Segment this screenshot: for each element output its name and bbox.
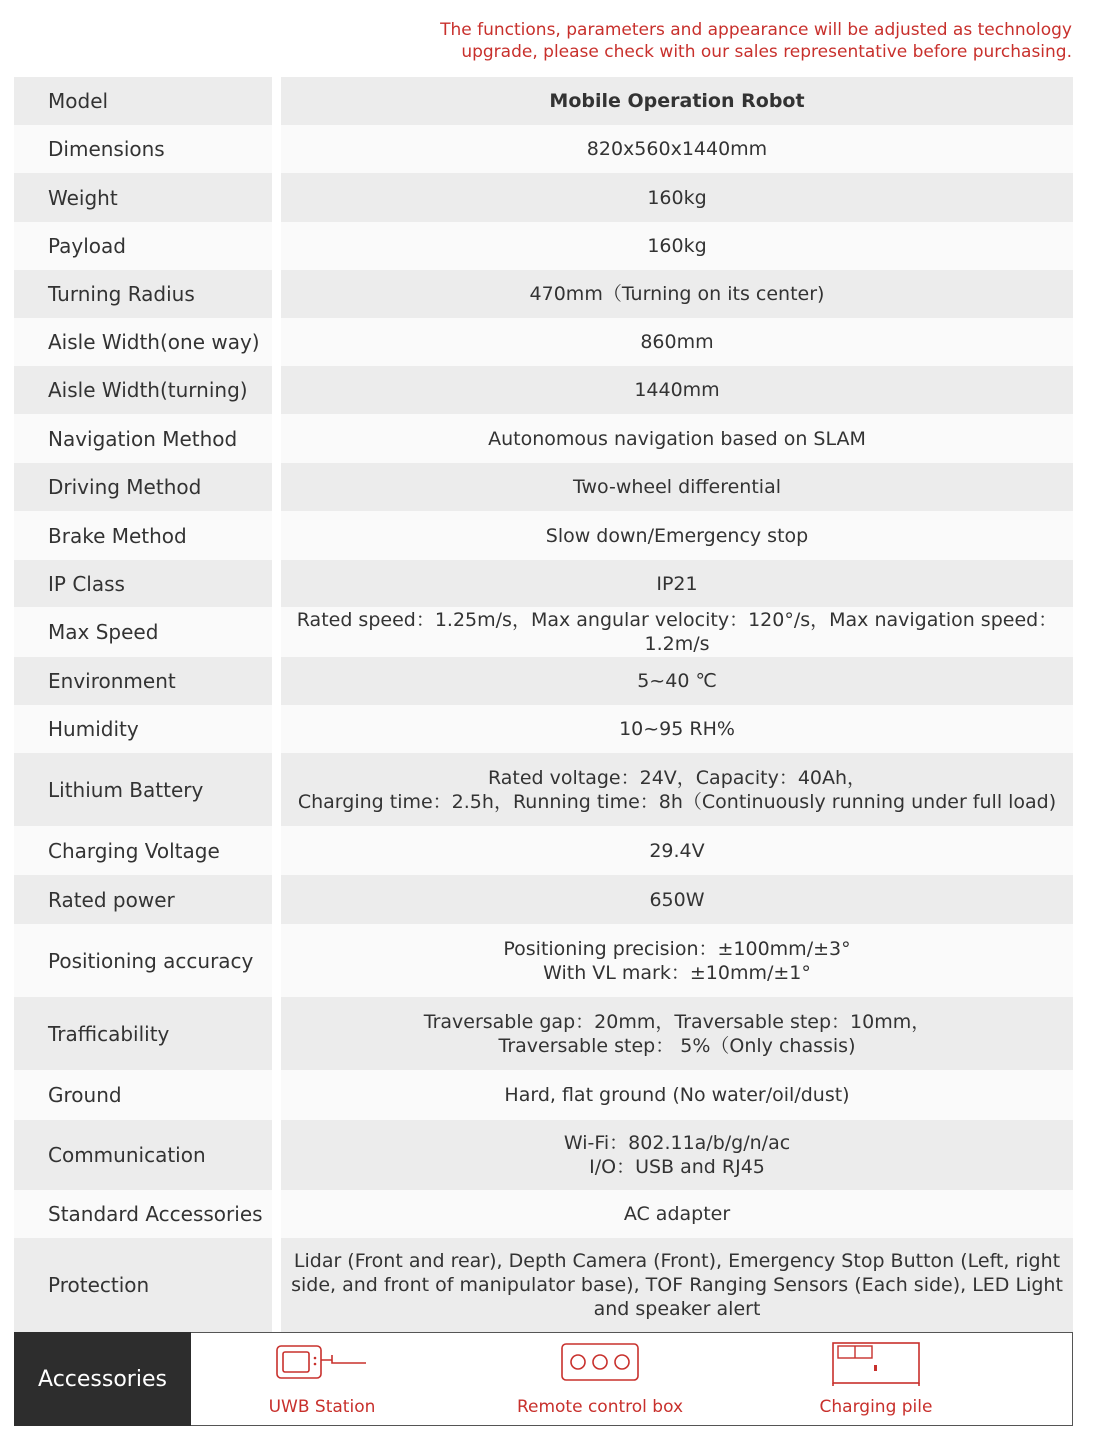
spec-value-line: AC adapter [623, 1203, 731, 1225]
spec-row [14, 1238, 1073, 1332]
spec-value-line: 160kg [647, 235, 707, 257]
accessory-uwb-station [257, 1333, 387, 1425]
accessory-name: Charging pile [819, 1397, 933, 1417]
spec-label: Environment [14, 657, 272, 705]
spec-value [281, 924, 1073, 997]
disclaimer-line-2: upgrade, please check with our sales representative before purchasing. [461, 42, 1072, 62]
spec-value-line: Slow down/Emergency stop [545, 524, 809, 547]
accessories-heading: Accessories [14, 1332, 191, 1426]
spec-value [281, 463, 1073, 511]
spec-value [281, 753, 1073, 826]
spec-value [281, 826, 1073, 875]
spec-value [281, 318, 1073, 366]
spec-row [14, 77, 1073, 125]
spec-row [14, 173, 1073, 222]
accessory-charging-pile [811, 1333, 941, 1425]
spec-value-line: With VL mark：±10mm/±1° [543, 961, 811, 984]
spec-value-line: Positioning precision：±100mm/±3° [503, 937, 851, 960]
spec-value [281, 997, 1073, 1070]
spec-value-line: Hard, flat ground (No water/oil/dust) [504, 1084, 850, 1106]
spec-value-line: Rated voltage：24V，Capacity：40Ah， [487, 766, 867, 789]
spec-value [281, 511, 1073, 560]
spec-value [281, 560, 1073, 607]
spec-value [281, 657, 1073, 705]
spec-value-line: Traversable gap：20mm，Traversable step：10mm， [423, 1010, 931, 1033]
spec-value-line: I/O：USB and RJ45 [589, 1156, 765, 1178]
spec-label: Charging Voltage [14, 826, 272, 875]
spec-value-line: Autonomous navigation based on SLAM [488, 427, 866, 450]
spec-value [281, 366, 1073, 414]
spec-value-line: Traversable step： 5%（Only chassis) [498, 1034, 856, 1057]
spec-row [14, 1070, 1073, 1120]
spec-value [281, 875, 1073, 924]
spec-row [14, 705, 1073, 753]
spec-value [281, 125, 1073, 173]
spec-row [14, 366, 1073, 414]
spec-value-line: 5~40 ℃ [637, 670, 717, 692]
spec-row [14, 875, 1073, 924]
spec-value-line: Lidar (Front and rear), Depth Camera (Front), Emergency Stop Button (Left, right [293, 1250, 1061, 1272]
spec-row [14, 1120, 1073, 1190]
spec-label: Aisle Width(one way) [14, 318, 272, 366]
spec-value-line: 860mm [640, 331, 714, 353]
spec-table [14, 77, 1073, 1332]
spec-row [14, 318, 1073, 366]
uwb-station-icon [274, 1343, 370, 1383]
disclaimer-notice [440, 19, 1072, 63]
spec-value-line: IP21 [656, 572, 698, 595]
spec-label: Protection [14, 1238, 272, 1332]
spec-value [281, 1190, 1073, 1238]
spec-label: Ground [14, 1070, 272, 1120]
spec-row [14, 607, 1073, 657]
accessory-remote-control-box [505, 1333, 695, 1425]
spec-label: Payload [14, 222, 272, 270]
spec-label: Rated power [14, 875, 272, 924]
spec-value [281, 173, 1073, 222]
spec-label: Navigation Method [14, 414, 272, 463]
accessory-name: Remote control box [516, 1397, 684, 1417]
spec-label: Driving Method [14, 463, 272, 511]
accessories-panel [191, 1332, 1073, 1426]
spec-row [14, 222, 1073, 270]
spec-row [14, 997, 1073, 1070]
spec-value-line: 650W [649, 888, 705, 911]
spec-value-line: 10~95 RH% [619, 718, 735, 740]
spec-value-line: 820x560x1440mm [586, 138, 768, 160]
spec-label: Trafficability [14, 997, 272, 1070]
spec-label: Brake Method [14, 511, 272, 560]
spec-label: Lithium Battery [14, 753, 272, 826]
spec-label: Model [14, 77, 272, 125]
spec-value-line: side, and front of manipulator base), TOF Ranging Sensors (Each side), LED Light [291, 1274, 1063, 1296]
spec-value-line: Two-wheel differential [572, 476, 781, 498]
spec-row [14, 511, 1073, 560]
spec-value-line: and speaker alert [593, 1298, 761, 1320]
spec-row [14, 1190, 1073, 1238]
accessories-section [14, 1332, 1073, 1426]
spec-value-line: 29.4V [649, 839, 705, 862]
spec-row [14, 270, 1073, 318]
spec-row [14, 414, 1073, 463]
spec-value [281, 270, 1073, 318]
spec-value [281, 705, 1073, 753]
spec-row [14, 125, 1073, 173]
spec-value [281, 1070, 1073, 1120]
spec-row [14, 753, 1073, 826]
spec-value-line: Charging time：2.5h，Running time：8h（Continuously running under full load) [297, 790, 1057, 813]
disclaimer-line-1: The functions, parameters and appearance will be adjusted as technology [440, 20, 1072, 40]
spec-label: Communication [14, 1120, 272, 1190]
spec-value [281, 607, 1073, 657]
spec-value [281, 222, 1073, 270]
spec-value-line: Wi-Fi：802.11a/b/g/n/ac [563, 1132, 791, 1154]
spec-label: Weight [14, 173, 272, 222]
spec-value-line: 160kg [647, 186, 707, 209]
spec-value-line: 470mm（Turning on its center) [529, 283, 825, 305]
spec-value-line: Mobile Operation Robot [549, 90, 805, 112]
spec-label: Max Speed [14, 607, 272, 657]
spec-value [281, 1120, 1073, 1190]
spec-row [14, 560, 1073, 607]
spec-value [281, 1238, 1073, 1332]
spec-value [281, 414, 1073, 463]
spec-value-line: Rated speed：1.25m/s，Max angular velocity：120°/s，Max navigation speed：1.2m/s [296, 609, 1058, 655]
accessory-name: UWB Station [268, 1397, 376, 1417]
spec-label: Aisle Width(turning) [14, 366, 272, 414]
spec-value-line: 1440mm [634, 379, 720, 401]
spec-row [14, 657, 1073, 705]
spec-label: Positioning accuracy [14, 924, 272, 997]
spec-label: Dimensions [14, 125, 272, 173]
spec-row [14, 463, 1073, 511]
remote-control-box-icon [560, 1341, 640, 1385]
spec-label: Humidity [14, 705, 272, 753]
spec-label: IP Class [14, 560, 272, 607]
spec-label: Turning Radius [14, 270, 272, 318]
charging-pile-icon [830, 1340, 922, 1386]
spec-row [14, 826, 1073, 875]
spec-row [14, 924, 1073, 997]
spec-label: Standard Accessories [14, 1190, 272, 1238]
spec-value [281, 77, 1073, 125]
